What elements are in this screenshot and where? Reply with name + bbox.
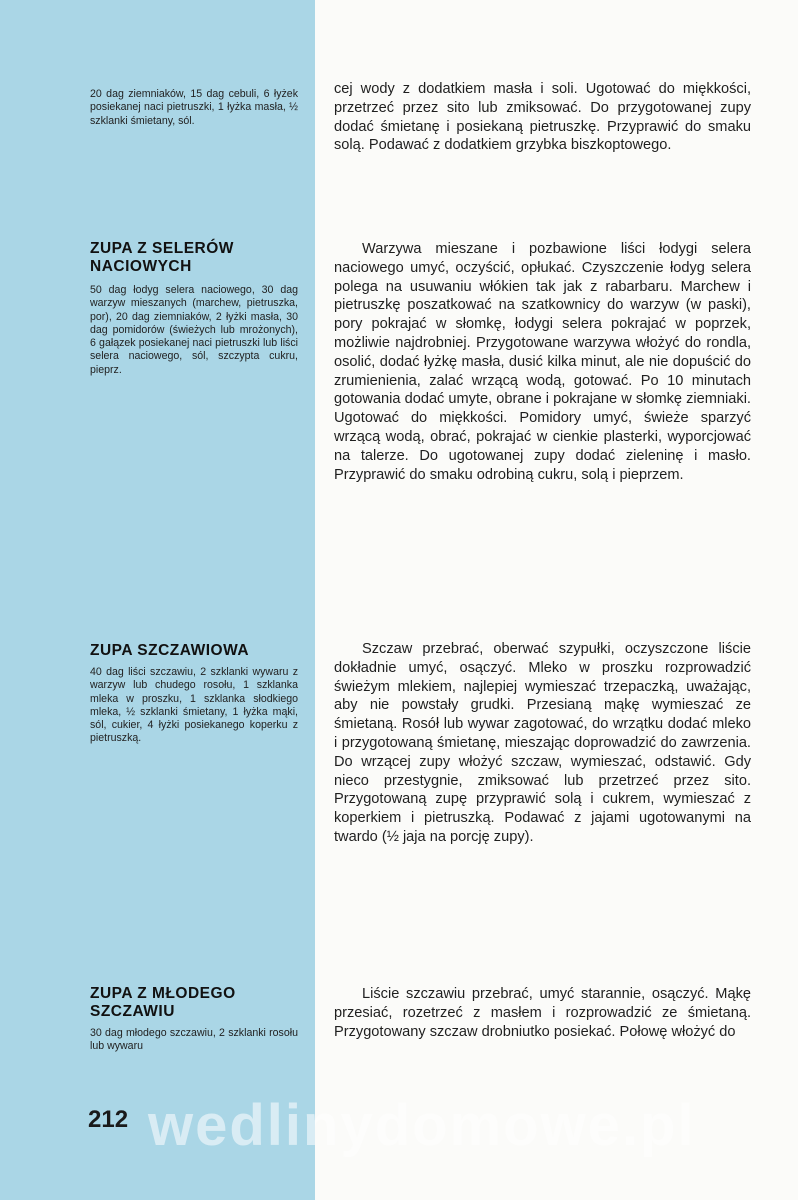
recipe-title: ZUPA Z MŁODEGO SZCZAWIU bbox=[90, 985, 236, 1020]
recipe-instructions: Warzywa mieszane i pozbawione liści łodygi selera naciowego umyć, oczyścić, opłukać. Czyszczenie łodyg selera polega na usuwaniu włókien tak jak z rabarbaru. Marchew i pietruszkę poszatkować na szatkownicy do warzyw (w paski), pory pokrajać w słomkę, łodygi selera pokrajać w poprzek, możliwie najdrobniej. Przygotowane warzywa włożyć do rondla, osolić, dodać łyżkę masła, dusić kilka minut, ale nie dopuścić do zrumienienia, zalać wrzącą wodą, gotować. Po 10 minutach gotowania dodać umyte, obrane i pokrajane w słomkę ziemniaki. Ugotować do miękkości. Pomidory umyć, świeże sparzyć wrzącą wodą, obrać, pokrajać w cienkie plasterki, wyporcjować na talerze. Do ugotowanej zupy dodać zieleninę i masło. Przyprawić do smaku odrobiną cukru, solą i pieprzem. bbox=[334, 241, 751, 483]
recipe-ingredients: 30 dag młodego szczawiu, 2 szklanki rosołu lub wywaru bbox=[90, 1027, 298, 1053]
recipe-ingredients: 50 dag łodyg selera naciowego, 30 dag warzyw mieszanych (marchew, pietruszka, por), 20 dag ziemniaków, 2 łyżki masła, 30 dag pomidorów (świeżych lub mrożonych), 6 gałązek posiekanej naci pietruszki lub liści selera naciowego, sól, szczypta cukru, pieprz. bbox=[90, 284, 298, 376]
watermark: wedlinydomowe.pl bbox=[148, 1093, 696, 1158]
recipe-instructions: Szczaw przebrać, oberwać szypułki, oczyszczone liście dokładnie umyć, osączyć. Mleko w proszku rozprowadzić świeżym mlekiem, najlepiej wymieszać trzepaczką, uważając, aby nie powstały grudki. Przesianą mąkę wymieszać ze śmietaną. Rosół lub wywar zagotować, do wrzątku dodać mleko i przygotowaną śmietanę, mieszając doprowadzić do zawrzenia. Do wrzącej zupy włożyć szczaw, wymieszać, odstawić. Gdy nieco przestygnie, zmiksować lub przetrzeć przez sito. Przygotowaną zupę przyprawić solą i cukrem, wymieszać z koperkiem i pietruszką. Podawać z jajami ugotowanymi na twardo (½ jaja na porcję zupy). bbox=[334, 641, 751, 845]
recipe-title: ZUPA Z SELERÓW NACIOWYCH bbox=[90, 240, 234, 275]
page-number: 212 bbox=[88, 1106, 129, 1133]
recipe-ingredients: 20 dag ziemniaków, 15 dag cebuli, 6 łyżek posiekanej naci pietruszki, 1 łyżka masła, ½ szklanki śmietany, sól. bbox=[90, 88, 298, 127]
recipe-instructions: Liście szczawiu przebrać, umyć starannie, osączyć. Mąkę przesiać, rozetrzeć z masłem i rozprowadzić ze śmietaną. Przygotowany szczaw drobniutko posiekać. Połowę włożyć do bbox=[334, 986, 751, 1040]
recipe-title: ZUPA SZCZAWIOWA bbox=[90, 642, 250, 659]
recipe-instructions: cej wody z dodatkiem masła i soli. Ugotować do miękkości, przetrzeć przez sito lub zmiksować. Do przygotowanej zupy dodać śmietanę i posiekaną pietruszkę. Przyprawić do smaku solą. Podawać z dodatkiem grzybka biszkoptowego. bbox=[334, 81, 751, 154]
recipe-ingredients: 40 dag liści szczawiu, 2 szklanki wywaru z warzyw lub chudego rosołu, 1 szklanka mleka w proszku, 1 szklanka słodkiego mleka, ½ szklanki śmietany, 1 łyżka mąki, sól, cukier, 4 łyżki posiekanego koperku z pietruszką. bbox=[90, 666, 298, 745]
